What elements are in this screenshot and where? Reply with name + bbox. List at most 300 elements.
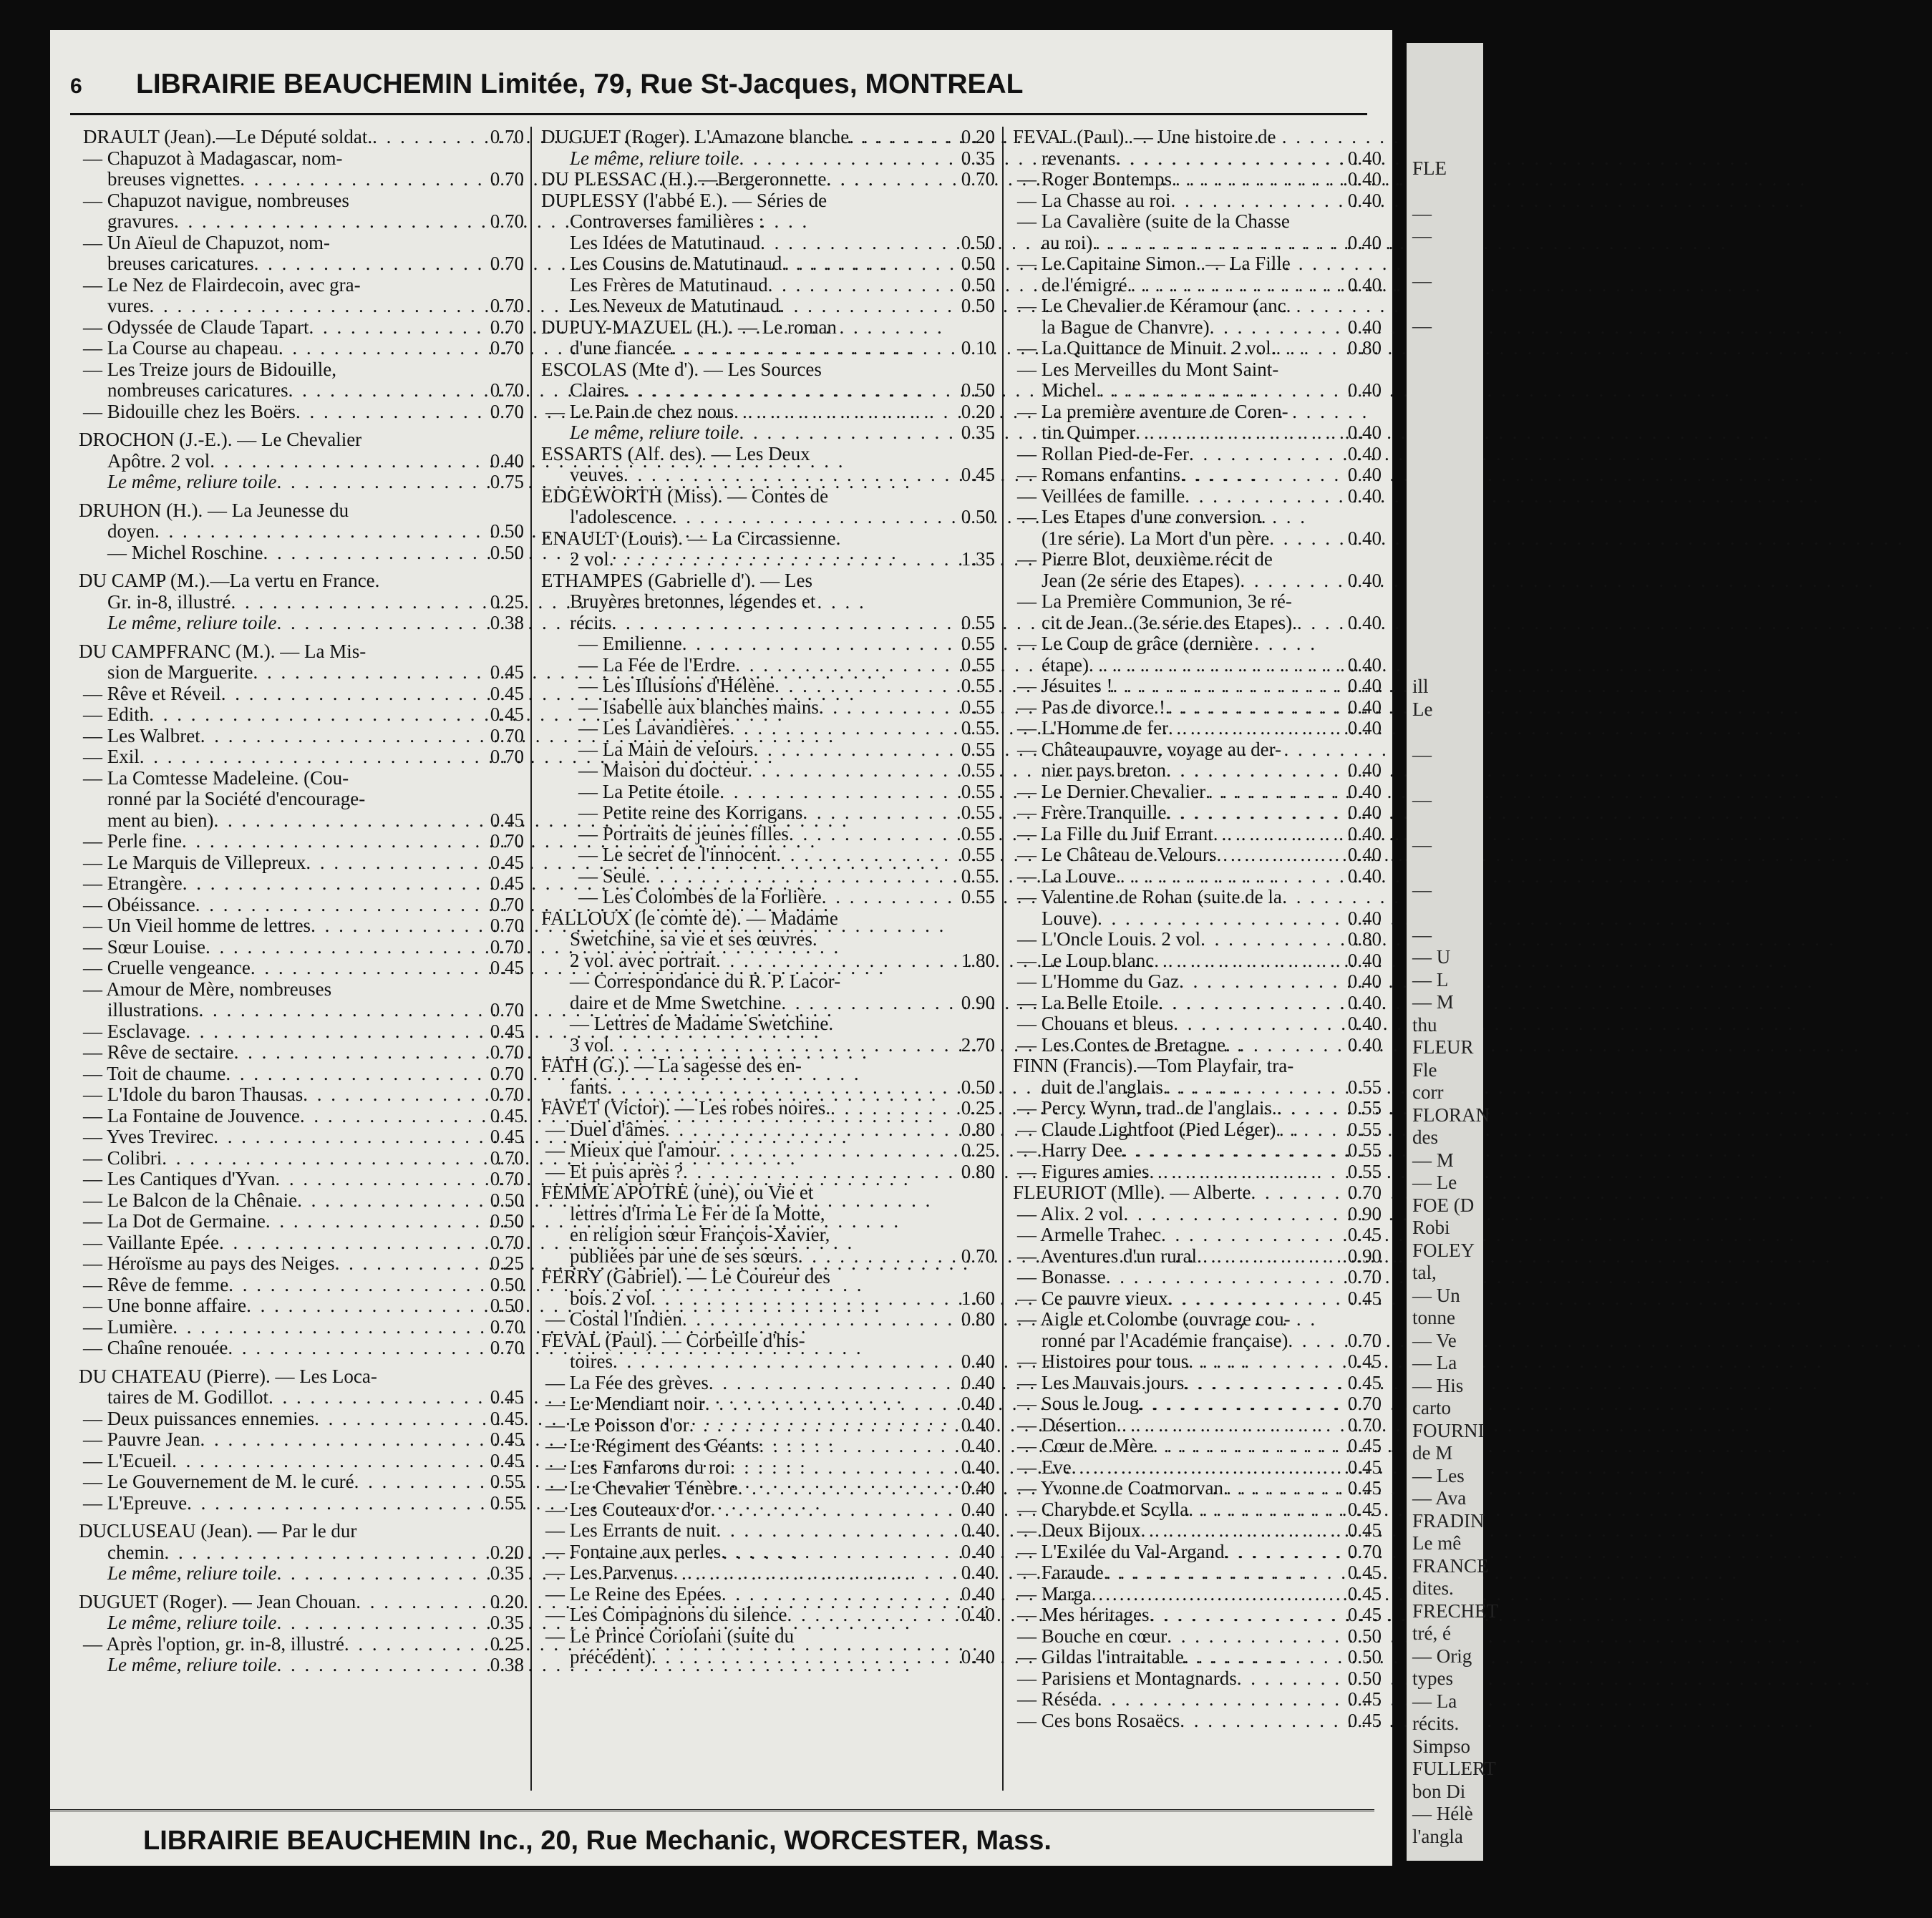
price: 0.40 (1347, 422, 1382, 443)
title-line (1013, 613, 1382, 634)
price: 0.40 (1347, 231, 1382, 253)
title-line (79, 1232, 524, 1254)
price: 0.45 (961, 464, 995, 485)
dot-leader (1237, 1668, 1345, 1690)
title-text: — Bidouille chez les Boërs (83, 400, 296, 422)
dot-leader (753, 739, 958, 761)
dot-leader (234, 1042, 487, 1063)
dot-leader (760, 233, 958, 254)
catalog-entry (79, 190, 524, 233)
price: 0.70 (490, 253, 524, 274)
title-line (79, 958, 524, 979)
title-text: ronné par la Société d'encourage- (107, 788, 366, 809)
title-text: — Le Chevalier de Kéramour (anc. (1017, 295, 1291, 316)
price: 0.45 (490, 872, 524, 894)
title-text: — Les Fanfarons du roi (545, 1456, 730, 1478)
price: 0.70 (490, 1168, 524, 1189)
title-text: FEVAL (Paul). — Corbeille d'his- (541, 1329, 805, 1351)
text-line (541, 1204, 995, 1225)
title-line (1013, 1499, 1382, 1521)
text-line (541, 591, 995, 613)
title-line (1013, 1246, 1382, 1267)
title-line (541, 1415, 995, 1436)
title-line (1013, 275, 1382, 296)
price: 0.70 (490, 935, 524, 958)
title-line (1013, 338, 1382, 359)
price: 0.40 (1347, 970, 1382, 992)
price: 0.40 (1347, 696, 1382, 718)
title-text: — Le Capitaine Simon. — La Fille (1017, 253, 1291, 274)
title-text: — Pauvre Jean (83, 1428, 200, 1450)
title-line (1013, 655, 1382, 676)
dot-leader (1210, 317, 1345, 339)
catalog-entry (541, 1056, 995, 1098)
dot-leader (1240, 570, 1344, 592)
title-line (79, 1408, 524, 1430)
price: 0.50 (1347, 1667, 1382, 1689)
title-line (1013, 1668, 1382, 1690)
price: 0.45 (490, 1386, 524, 1408)
edge-fragment: — Hélè (1412, 1803, 1473, 1824)
dot-leader (200, 726, 487, 747)
dot-leader (162, 1148, 487, 1169)
dot-leader (1127, 275, 1345, 296)
title-line (541, 1520, 995, 1542)
dot-leader (689, 1415, 958, 1436)
title-text: — Maison du docteur (578, 759, 748, 781)
price: 0.70 (490, 999, 524, 1021)
title-text: — Isabelle aux blanches mains (578, 696, 819, 718)
price: 0.70 (490, 210, 524, 232)
dot-leader (802, 802, 958, 824)
price: 0.45 (490, 1449, 524, 1471)
price: 0.40 (1347, 865, 1382, 887)
title-line (541, 148, 995, 170)
price: 0.45 (490, 851, 524, 873)
title-line (1013, 317, 1382, 339)
dot-leader (759, 1436, 958, 1457)
dot-leader (1089, 655, 1345, 676)
price: 0.40 (1347, 1033, 1382, 1056)
dot-leader (344, 1634, 487, 1655)
dot-leader (1149, 1605, 1344, 1626)
dot-leader (1165, 697, 1345, 719)
title-text: — Gildas l'intraitable (1017, 1646, 1184, 1668)
title-text: toires (570, 1350, 613, 1372)
text-line (1013, 1056, 1382, 1077)
price: 0.55 (961, 844, 995, 865)
dot-leader (195, 895, 487, 916)
title-line (541, 1584, 995, 1605)
title-text: Gr. in-8, illustré (107, 590, 231, 613)
title-line (1013, 1710, 1382, 1732)
title-line (541, 1393, 995, 1415)
title-line (1013, 1267, 1382, 1288)
dot-leader (225, 1063, 487, 1085)
dot-leader (787, 1605, 958, 1626)
price: 0.40 (961, 1371, 995, 1393)
title-text: vures (107, 295, 150, 316)
price: 0.45 (490, 1126, 524, 1147)
dot-leader (730, 1457, 958, 1479)
text-line (1013, 296, 1382, 317)
title-text: — La Fontaine de Jouvence (83, 1104, 300, 1126)
dot-leader (1135, 422, 1345, 444)
catalog-entry (541, 444, 995, 486)
edge-fragment: Le (1412, 698, 1433, 720)
title-line (541, 802, 995, 824)
price: 0.55 (961, 611, 995, 633)
title-line (79, 1451, 524, 1472)
title-text: — Le Régiment des Géants (545, 1435, 759, 1456)
catalog-entry (79, 359, 524, 401)
dot-leader (172, 1451, 487, 1472)
title-line (79, 1493, 524, 1514)
title-text: — Frère Tranquille (1017, 802, 1167, 823)
price: 0.80 (961, 1308, 995, 1330)
price: 0.40 (1347, 844, 1382, 865)
price: 0.40 (961, 1604, 995, 1625)
title-text: Les Neveux de Matutinaud (570, 295, 780, 316)
title-text: — Perle fine (83, 830, 182, 852)
title-text: FALLOUX (le comte de). — Madame (541, 907, 838, 929)
catalog-entry (79, 1592, 524, 1676)
title-text: — Le Poisson d'or (545, 1413, 689, 1436)
title-text: — Yves Trevirec (83, 1126, 214, 1147)
dot-leader (607, 1077, 958, 1099)
price: 0.50 (1347, 1646, 1382, 1668)
title-text: — L'Ecueil (83, 1449, 173, 1471)
price: 0.35 (490, 1612, 524, 1633)
title-text: ENAULT (Louis). — La Circassienne. (541, 527, 841, 549)
price: 0.40 (961, 1393, 995, 1414)
dot-leader (1161, 1225, 1345, 1246)
title-line (1013, 444, 1382, 465)
price: 0.40 (961, 1582, 995, 1605)
title-line (1013, 1478, 1382, 1499)
price: 0.55 (1347, 1097, 1382, 1119)
dot-leader (1269, 528, 1345, 550)
title-text: — Yvonne de Coatmorvan (1017, 1477, 1223, 1499)
title-text: précédent) (570, 1646, 651, 1668)
price: 0.70 (490, 400, 524, 422)
price: 0.40 (1347, 907, 1382, 929)
catalog-entry (541, 1182, 995, 1267)
title-text: FINN (Francis).—Tom Playfair, tra- (1013, 1055, 1294, 1076)
title-text: — Lettres de Madame Swetchine. (570, 1013, 834, 1034)
title-line (541, 464, 995, 486)
title-line (79, 1275, 524, 1296)
price: 0.25 (490, 1252, 524, 1274)
title-line (79, 521, 524, 542)
dot-leader (1179, 971, 1345, 993)
title-text: ment au bien) (107, 809, 214, 831)
edge-fragment: — U (1412, 946, 1451, 968)
title-text: chemin (107, 1541, 165, 1563)
title-text: DUCLUSEAU (Jean). — Par le dur (79, 1520, 357, 1542)
price: 0.45 (1347, 1604, 1382, 1625)
title-text: breuses vignettes (107, 168, 241, 190)
title-text: taires de M. Godillot (107, 1386, 268, 1408)
title-line (79, 317, 524, 339)
title-text: — Duel d'âmes (545, 1118, 665, 1140)
title-line (79, 1317, 524, 1338)
title-line (541, 127, 995, 148)
title-line (1013, 1330, 1382, 1352)
title-text: Louve) (1042, 907, 1097, 929)
catalog-column-3 (1013, 127, 1382, 1731)
price: 0.35 (961, 422, 995, 443)
text-line (1013, 127, 1382, 148)
dot-leader (711, 1499, 958, 1521)
price: 0.40 (490, 449, 524, 472)
edge-fragment: — (1412, 743, 1432, 765)
title-line (79, 1563, 524, 1584)
catalog-entry (79, 275, 524, 317)
title-text: — Vaillante Epée (83, 1231, 219, 1253)
dot-leader (1251, 1182, 1344, 1204)
catalog-entry (541, 127, 995, 169)
edge-fragment: tré, é (1412, 1622, 1451, 1644)
title-text: Le même, reliure toile (107, 1612, 277, 1633)
text-line (541, 359, 995, 381)
title-text: — Parisiens et Montagnards (1017, 1667, 1237, 1689)
title-text: — Exil (83, 746, 140, 767)
title-text: — Sous le Joug (1017, 1393, 1140, 1414)
price: 1.35 (961, 548, 995, 570)
price: 0.55 (961, 802, 995, 823)
dot-leader (1149, 1162, 1344, 1183)
title-line (541, 549, 995, 570)
title-line (541, 655, 995, 676)
title-line (79, 1000, 524, 1021)
edge-fragment: — M (1412, 991, 1454, 1013)
dot-leader (1297, 613, 1345, 634)
title-line (1013, 1225, 1382, 1246)
title-text: DU PLESSAC (H.).—Bergeronnette (541, 168, 827, 190)
price: 0.55 (490, 1491, 524, 1514)
title-text: bois. 2 vol (570, 1287, 651, 1309)
price: 0.55 (961, 653, 995, 676)
title-text: Le même, reliure toile (570, 422, 739, 443)
title-line (1013, 1647, 1382, 1668)
price: 0.40 (961, 1498, 995, 1520)
dot-leader (149, 704, 487, 726)
dot-leader (609, 1035, 958, 1056)
dot-leader (623, 464, 958, 486)
title-text: — Alix. 2 vol (1017, 1202, 1124, 1225)
price: 0.70 (490, 316, 524, 338)
edge-fragment: thu (1412, 1013, 1437, 1036)
title-text: daire et de Mme Swetchine (570, 991, 782, 1013)
edge-fragment: — His (1412, 1374, 1464, 1396)
title-line (541, 253, 995, 275)
title-line (79, 1338, 524, 1359)
catalog-entry (541, 1267, 995, 1330)
price: 0.50 (961, 506, 995, 527)
title-line (541, 296, 995, 317)
title-text: — Réséda (1017, 1688, 1097, 1710)
edge-fragment: FOLEY (1412, 1239, 1475, 1261)
title-line (541, 1351, 995, 1373)
dot-leader (228, 1275, 487, 1296)
title-text: — Odyssée de Claude Tapart (83, 316, 309, 338)
title-line (79, 542, 524, 564)
title-line (1013, 1182, 1382, 1204)
catalog-entry (541, 908, 995, 1056)
title-text: — Claude Lightfoot (Pied Léger) (1017, 1118, 1276, 1140)
title-line (541, 1562, 995, 1584)
title-text: — Le Balcon de la Chênaie (83, 1189, 298, 1211)
dot-leader (651, 1647, 958, 1668)
title-text: breuses caricatures (107, 253, 254, 274)
dot-leader (613, 1351, 958, 1373)
title-line (541, 233, 995, 254)
price: 0.45 (490, 1428, 524, 1450)
title-line (541, 380, 995, 401)
edge-fragment: FRECHET (1412, 1600, 1499, 1622)
title-line (1013, 1140, 1382, 1162)
dot-leader (251, 958, 487, 979)
title-text: fants (570, 1076, 608, 1098)
price: 0.55 (961, 717, 995, 739)
title-line (541, 844, 995, 866)
price: 0.40 (961, 1477, 995, 1499)
price: 0.50 (490, 1295, 524, 1316)
dot-leader (609, 549, 958, 570)
price: 0.45 (1347, 1477, 1382, 1499)
title-text: — Valentine de Rohan (suite de la (1017, 886, 1282, 907)
dot-leader (1189, 444, 1345, 465)
price: 0.90 (1347, 1202, 1382, 1225)
title-line (79, 1471, 524, 1493)
text-line (1013, 401, 1382, 423)
price: 0.40 (1347, 949, 1382, 971)
edge-fragment: de M (1412, 1442, 1453, 1464)
title-text: d'une fiancée (570, 337, 672, 359)
edge-fragment: — (1412, 788, 1432, 810)
price: 0.55 (961, 886, 995, 907)
title-text: — Petite reine des Korrigans (578, 802, 803, 823)
edge-fragment: ill (1412, 676, 1429, 697)
dot-leader (721, 1542, 958, 1563)
dot-leader (611, 613, 958, 634)
title-line (1013, 1119, 1382, 1141)
dot-leader (228, 1338, 487, 1359)
title-text: la Bague de Chanvre) (1042, 316, 1210, 338)
price: 0.80 (1347, 337, 1382, 359)
dot-leader (1104, 1562, 1345, 1584)
title-line (79, 127, 524, 148)
title-text: DU CAMPFRANC (M.). — La Mis- (79, 640, 367, 662)
dot-leader (1173, 1013, 1345, 1035)
dot-leader (155, 521, 487, 542)
title-line (541, 760, 995, 782)
price: 0.70 (490, 337, 524, 359)
title-line (79, 1387, 524, 1408)
title-text: DUGUET (Roger). L'Amazone blanche (541, 126, 850, 147)
title-line (1013, 950, 1382, 972)
price: 0.40 (961, 1456, 995, 1478)
price: 0.55 (490, 1471, 524, 1492)
title-line (541, 1542, 995, 1563)
title-line (541, 169, 995, 190)
title-text: veuves (570, 464, 623, 485)
title-text: — Edith (83, 704, 150, 725)
title-text: ESCOLAS (Mte d'). — Les Sources (541, 358, 822, 380)
price: 0.90 (961, 991, 995, 1013)
dot-leader (747, 760, 958, 782)
price: 0.70 (490, 893, 524, 915)
text-line (541, 528, 995, 550)
title-line (1013, 697, 1382, 719)
adjacent-page-edge (1407, 43, 1499, 1861)
title-text: — Bouche en cœur (1017, 1625, 1168, 1647)
edge-fragment: Robi (1412, 1217, 1450, 1238)
catalog-entry (79, 401, 524, 423)
title-text: FLEURIOT (Mlle). — Alberte (1013, 1182, 1251, 1203)
dot-leader (781, 993, 958, 1014)
dot-leader (830, 1098, 958, 1119)
price: 0.70 (490, 1041, 524, 1063)
title-line (1013, 570, 1382, 592)
title-text: — La première aventure de Coren- (1017, 400, 1288, 422)
title-text: DUGUET (Roger). — Jean Chouan (79, 1590, 356, 1612)
title-text: — Le Château de Velours (1017, 844, 1217, 865)
title-text: — L'Homme de fer (1017, 717, 1169, 739)
title-line (79, 338, 524, 359)
text-line (79, 500, 524, 522)
title-text: FEVAL (Paul). — Une histoire de (1013, 126, 1276, 147)
title-line (541, 1436, 995, 1457)
price: 0.50 (1347, 1625, 1382, 1647)
title-line (1013, 1035, 1382, 1056)
title-text: — Le Dernier Chevalier (1017, 780, 1206, 802)
title-line (79, 683, 524, 705)
title-text: Apôtre. 2 vol (107, 449, 210, 472)
title-line (1013, 676, 1382, 697)
dot-leader (682, 1309, 958, 1330)
page-number: 6 (70, 74, 82, 98)
dot-leader (276, 1655, 487, 1676)
edge-fragment: — Le (1412, 1172, 1457, 1193)
title-line (79, 726, 524, 747)
price: 1.80 (961, 949, 995, 971)
title-text: Michel (1042, 379, 1097, 401)
header-rule (70, 113, 1367, 115)
price: 0.55 (961, 822, 995, 844)
title-line (541, 950, 995, 972)
price: 0.50 (961, 1076, 995, 1098)
price: 0.40 (1347, 485, 1382, 507)
price: 0.45 (490, 1407, 524, 1429)
title-line (79, 873, 524, 895)
dot-leader (738, 1478, 958, 1499)
price: 0.20 (961, 400, 995, 422)
title-text: — Après l'option, gr. in-8, illustré (83, 1632, 344, 1655)
dot-leader (200, 1429, 487, 1451)
catalog-entry (79, 570, 524, 634)
title-line (541, 824, 995, 845)
text-line (1013, 507, 1382, 528)
title-text: — Les Couteaux d'or (545, 1498, 711, 1520)
title-text: tin Quimper (1042, 422, 1136, 443)
title-line (79, 831, 524, 852)
title-text: — L'Exilée du Val-Argand (1017, 1540, 1225, 1562)
publisher-heading: LIBRAIRIE BEAUCHEMIN Limitée, 79, Rue St-Jacques, MONTREAL (136, 69, 1024, 99)
title-text: FAVET (Victor). — Les robes noires. (541, 1097, 831, 1119)
price: 0.45 (490, 809, 524, 831)
